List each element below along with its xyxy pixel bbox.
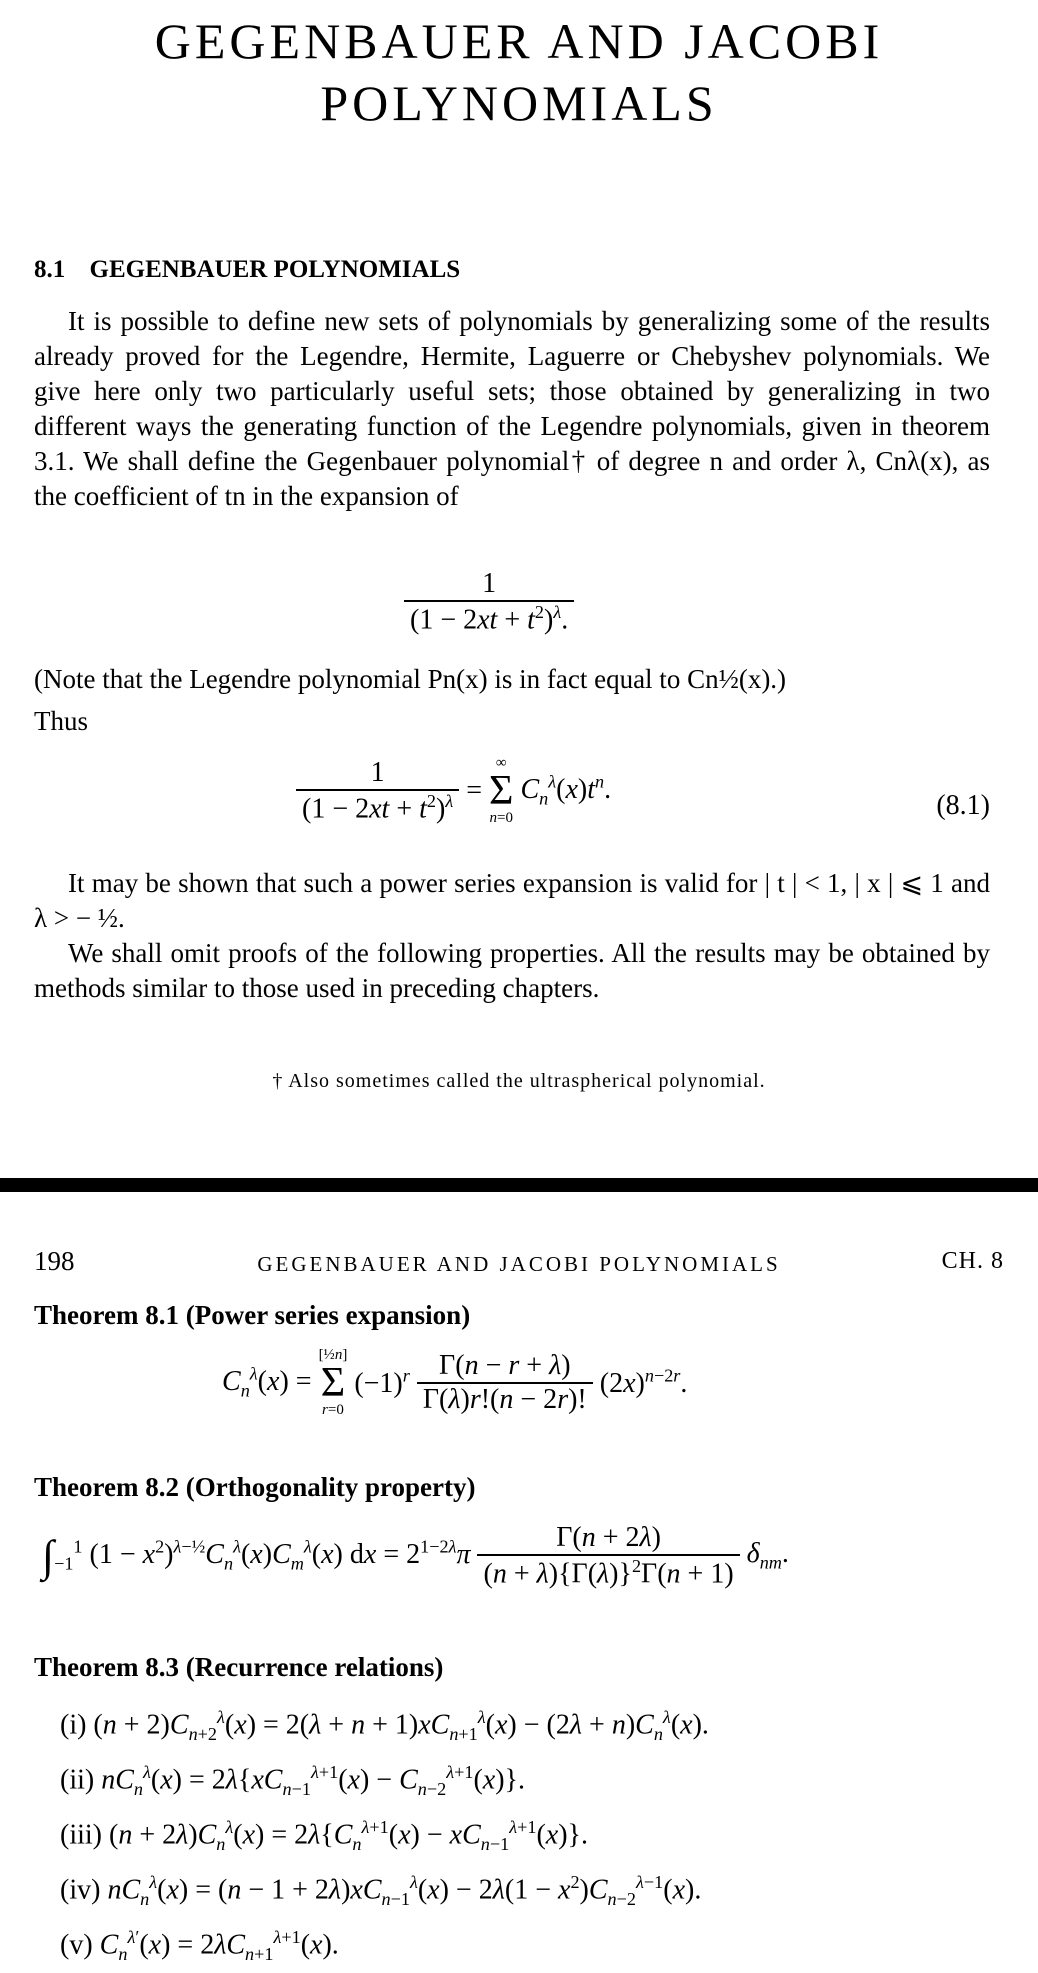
chapter-title bbox=[0, 10, 1038, 134]
theorem-8-3-heading: Theorem 8.3 (Recurrence relations) bbox=[34, 1652, 444, 1682]
equation-number: (8.1) bbox=[936, 790, 990, 821]
legendre-note: (Note that the Legendre polynomial Pn(x) is in fact equal to Cn½(x).) bbox=[34, 664, 787, 694]
recurrence-iii: (iii) $(n + 2\lambda)C_n^\lambda(x) = 2\lambda\{C_n^{\lambda+1}(x) - xC_{n-1}^{\lambda+1}(x)\}$. bbox=[60, 1816, 588, 1854]
chapter-label: CH. 8 bbox=[941, 1248, 1004, 1274]
paragraph-omit-text: We shall omit proofs of the following properties. All the results may be obtained by methods similar to those used in preceding chapters. bbox=[34, 938, 990, 1003]
paragraph-intro-text: It is possible to define new sets of polynomials by generalizing some of the results already proved for the Legendre, Hermite, Laguerre or Chebyshev polynomials. We give here only two particularly useful sets; those obtained by generalizing in two different ways the generating function of the Legendre polynomials, given in theorem 3.1. We shall define the Gegenbauer polynomial† of degree n and order λ, Cnλ(x), as the coefficient of tn in the expansion of bbox=[34, 306, 990, 511]
theorem-8-2-heading: Theorem 8.2 (Orthogonality property) bbox=[34, 1472, 476, 1502]
paragraph-validity-text: It may be shown that such a power series expansion is valid for | t | < 1, | x | ⩽ 1 and λ > − ½. bbox=[34, 868, 990, 933]
section-number: 8.1 bbox=[34, 256, 66, 283]
section-heading bbox=[34, 256, 460, 284]
recurrence-i: (i) $(n + 2)C_{n+2}^\lambda(x) = 2(\lambda + n + 1)xC_{n+1}^\lambda(x) - (2\lambda + n)C_n^\lambda(x)$. bbox=[60, 1707, 709, 1744]
section-title: GEGENBAUER POLYNOMIALS bbox=[89, 256, 461, 283]
chapter-title-line2: POLYNOMIALS bbox=[320, 75, 718, 131]
running-title: GEGENBAUER AND JACOBI POLYNOMIALS bbox=[257, 1252, 781, 1276]
theorem-8-2-formula: $\int_{-1}^1$ $(1 - x^2)^{\lambda-\frac{1}{2}}C_n^\lambda(x)C_m^\lambda(x)$ dx = $2^{1-2\lambda}\pi$ $\frac{\Gamma(n + 2\lambda)}{(n + \lambda)\{\Gamma(\lambda)\}^2\Gamma(n + 1)}$ $\delta_{nm}$. bbox=[42, 1522, 789, 1589]
paragraph-validity bbox=[34, 866, 990, 936]
generating-function: $\frac{1}{(1 - 2xt + t^2)^\lambda.}$ bbox=[404, 568, 574, 636]
page-number: 198 bbox=[34, 1246, 75, 1276]
recurrence-v: (v) $C_n^{\lambda'}(x) = 2\lambda C_{n+1}^{\lambda+1}(x)$. bbox=[60, 1926, 339, 1964]
recurrence-ii: (ii) $nC_n^\lambda(x) = 2\lambda\{xC_{n-1}^{\lambda+1}(x) - C_{n-2}^{\lambda+1}(x)\}$. bbox=[60, 1761, 525, 1799]
recurrence-iv: (iv) $nC_n^\lambda(x) = (n - 1 + 2\lambda)xC_{n-1}^\lambda(x) - 2\lambda(1 - x^2)C_{n-2}^{\lambda-1}(x)$. bbox=[60, 1871, 702, 1909]
thus-label: Thus bbox=[34, 706, 88, 736]
chapter-title-line1: GEGENBAUER AND JACOBI bbox=[154, 13, 884, 69]
paragraph-intro bbox=[34, 304, 990, 514]
recurrence-relations bbox=[60, 1698, 709, 1973]
page-bottom bbox=[0, 1192, 1038, 1964]
page-divider bbox=[0, 1178, 1038, 1192]
footnote: † Also sometimes called the ultraspherical polynomial. bbox=[272, 1070, 766, 1092]
theorem-8-1-formula: $C_n^\lambda(x)$ = [½n] Σ r=0 $(-1)^r$ $\frac{\Gamma(n - r + \lambda)}{\Gamma(\lambda)r!(n - 2r)!}$ $(2x)^{n-2r}$. bbox=[222, 1347, 688, 1418]
theorem-8-1-heading: Theorem 8.1 (Power series expansion) bbox=[34, 1300, 471, 1330]
equation-8-1: $\frac{1}{(1 - 2xt + t^2)^\lambda}$ = ∞ Σ n=0 $C_n^\lambda(x)t^n$. bbox=[296, 756, 611, 826]
paragraph-omit bbox=[34, 936, 990, 1006]
